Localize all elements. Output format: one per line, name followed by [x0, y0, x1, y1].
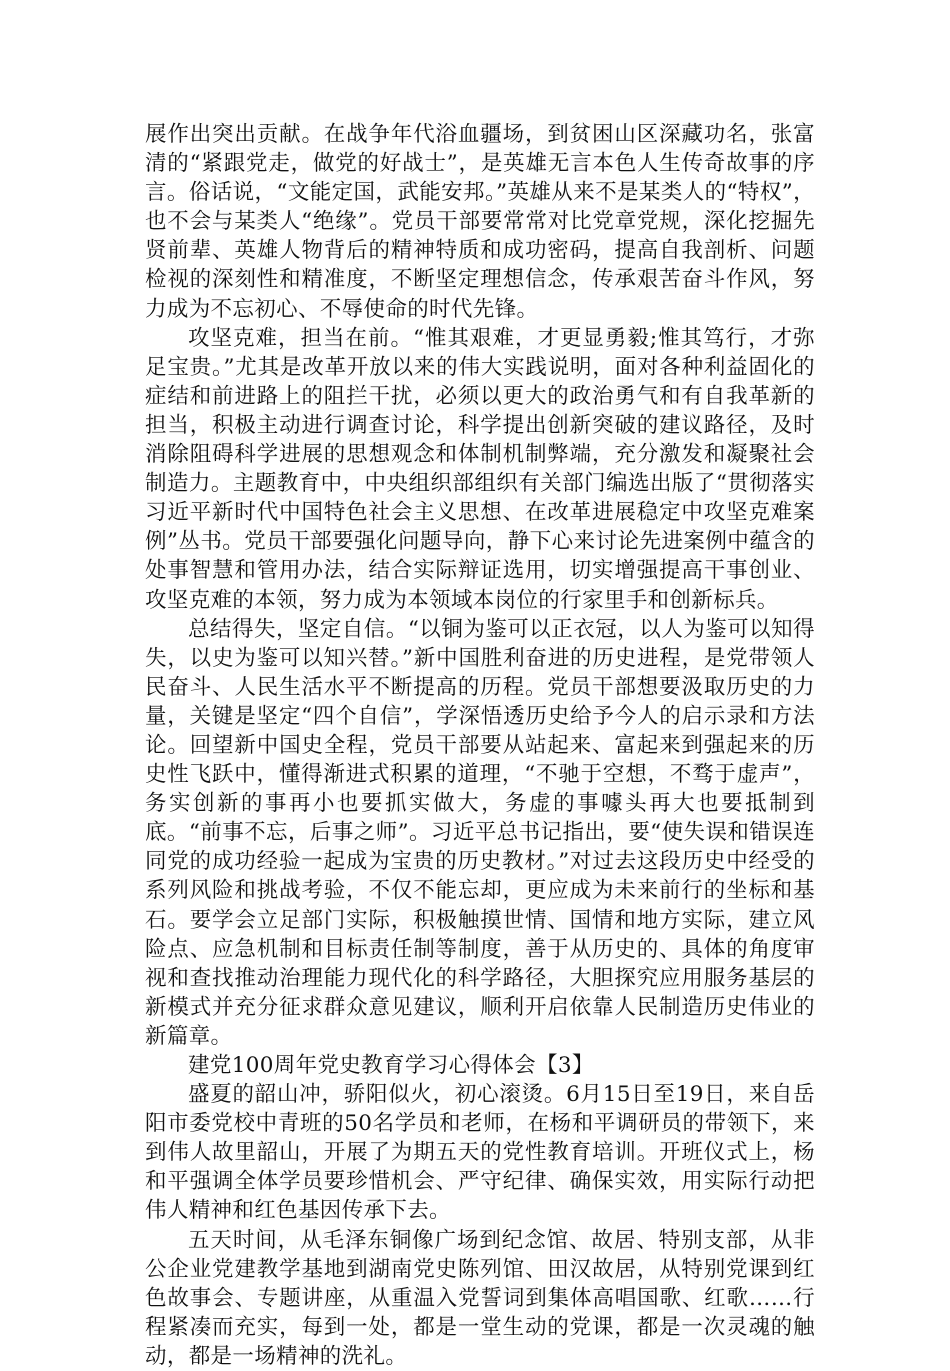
paragraph-history: 总结得失，坚定自信。“以铜为鉴可以正衣冠，以人为鉴可以知得失，以史为鉴可以知兴替。”新中国胜利奋进的历史进程，是党带领人民奋斗、人民生活水平不断提高的历程。党员干部想要汲取历史的力量，关键是坚定“四个自信”，学深悟透历史给予今人的启示录和方法论。回望新中国史全程，党员干部要从站起来、富起来到强起来的历史性飞跃中，懂得渐进式积累的道理，“不驰于空想，不骛于虚声”，务实创新的事再小也要抓实做大，务虚的事噱头再大也要抵制到底。“前事不忘，后事之师”。习近平总书记指出，要“使失误和错误连同党的成功经验一起成为宝贵的历史教材。”对过去这段历史中经受的系列风险和挑战考验，不仅不能忘却，更应成为未来前行的坐标和基石。要学会立足部门实际，积极触摸世情、国情和地方实际，建立风险点、应急机制和目标责任制等制度，善于从历史的、具体的角度审视和查找推动治理能力现代化的科学路径，大胆探究应用服务基层的新模式并充分征求群众意见建议，顺利开启依靠人民制造历史伟业的新篇章。: [145, 616, 815, 1049]
paragraph-shaoshan: 盛夏的韶山冲，骄阳似火，初心滚烫。6月15日至19日，来自岳阳市委党校中青班的50名学员和老师，在杨和平调研员的带领下，来到伟人故里韶山，开展了为期五天的党性教育培训。开班仪式上，杨和平强调全体学员要珍惜机会、严守纪律、确保实效，用实际行动把伟人精神和红色基因传承下去。: [145, 1082, 815, 1224]
paragraph-five-days: 五天时间，从毛泽东铜像广场到纪念馆、故居、特别支部，从非公企业党建教学基地到湖南党史陈列馆、田汉故居，从特别党课到红色故事会、专题讲座，从重温入党誓词到集体高唱国歌、红歌……行程紧凑而充实，每到一处，都是一堂生动的党课，都是一次灵魂的触动，都是一场精神的洗礼。: [145, 1227, 815, 1369]
document-page: [145, 120, 815, 1371]
paragraph-heroes: 展作出突出贡献。在战争年代浴血疆场，到贫困山区深藏功名，张富清的“紧跟党走，做党的好战士”，是英雄无言本色人生传奇故事的序言。俗话说，“文能定国，武能安邦。”英雄从来不是某类人的“特权”，也不会与某类人“绝缘”。党员干部要常常对比党章党规，深化挖掘先贤前辈、英雄人物背后的精神特质和成功密码，提高自我剖析、问题检视的深刻性和精准度，不断坚定理想信念，传承艰苦奋斗作风，努力成为不忘初心、不辱使命的时代先锋。: [145, 122, 815, 322]
section-heading: 建党100周年党史教育学习心得体会【3】: [188, 1053, 594, 1078]
paragraph-reform: 攻坚克难，担当在前。“惟其艰难，才更显勇毅;惟其笃行，才弥足宝贵。”尤其是改革开放以来的伟大实践说明，面对各种利益固化的症结和前进路上的阻拦干扰，必须以更大的政治勇气和有自我革新的担当，积极主动进行调查讨论，科学提出创新突破的建议路径，及时消除阻碍科学进展的思想观念和体制机制弊端，充分激发和凝聚社会制造力。主题教育中，中央组织部组织有关部门编选出版了“贯彻落实习近平新时代中国特色社会主义思想、在改革进展稳定中攻坚克难案例”丛书。党员干部要强化问题导向，静下心来讨论先进案例中蕴含的处事智慧和管用办法，结合实际辩证选用，切实增强提高干事创业、攻坚克难的本领，努力成为本领域本岗位的行家里手和创新标兵。: [145, 325, 815, 613]
